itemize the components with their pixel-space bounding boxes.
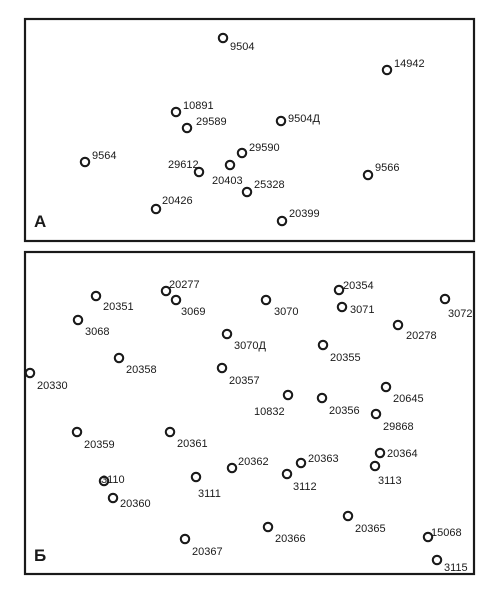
well-10891 (172, 100, 214, 116)
well-label: 20366 (275, 533, 306, 545)
well-20356 (318, 394, 360, 417)
well-marker (192, 473, 200, 481)
well-20355 (319, 341, 361, 364)
well-marker (382, 383, 390, 391)
well-marker (81, 158, 89, 166)
well-marker (228, 464, 236, 472)
well-marker (277, 117, 285, 125)
well-20330 (26, 369, 68, 392)
well-20365 (344, 512, 386, 535)
well-label: 3115 (444, 562, 468, 574)
well-marker (223, 330, 231, 338)
well-marker (73, 428, 81, 436)
well-label: 14942 (394, 58, 425, 70)
well-20645 (382, 383, 424, 405)
well-20354 (335, 280, 374, 294)
well-3110 (100, 474, 125, 486)
well-3070Д (223, 330, 267, 352)
well-label: 20354 (343, 280, 374, 292)
well-20403 (212, 161, 243, 187)
well-20358 (115, 354, 157, 376)
well-20399 (278, 208, 320, 225)
well-label: 20357 (229, 375, 260, 387)
well-label: 20367 (192, 546, 223, 558)
well-label: 9564 (92, 150, 117, 162)
panel-b-frame (25, 252, 474, 574)
well-marker (218, 364, 226, 372)
well-label: 20277 (169, 279, 200, 291)
well-marker (372, 410, 380, 418)
well-marker (166, 428, 174, 436)
well-marker (243, 188, 251, 196)
well-marker (278, 217, 286, 225)
well-label: 20403 (212, 175, 243, 187)
well-marker (115, 354, 123, 362)
well-marker (238, 149, 246, 157)
well-label: 20359 (84, 439, 115, 451)
well-29589 (183, 116, 227, 132)
panel-a-label: А (34, 212, 47, 231)
well-label: 10832 (254, 406, 285, 418)
well-label: 9504Д (288, 113, 320, 125)
well-label: 3112 (293, 481, 317, 493)
well-15068 (424, 527, 462, 541)
well-29868 (372, 410, 414, 433)
well-label: 20330 (37, 380, 68, 392)
well-marker (383, 66, 391, 74)
well-label: 15068 (431, 527, 462, 539)
well-3070 (262, 296, 299, 318)
well-3111 (192, 473, 221, 500)
well-label: 3068 (85, 326, 110, 338)
well-label: 20351 (103, 301, 134, 313)
well-20359 (73, 428, 115, 451)
well-marker (318, 394, 326, 402)
well-20277 (162, 279, 200, 295)
well-20362 (228, 456, 269, 472)
well-9566 (364, 162, 400, 179)
well-label: 20365 (355, 523, 386, 535)
well-label: 20645 (393, 393, 424, 405)
well-20364 (376, 448, 418, 460)
well-label: 3111 (198, 488, 221, 500)
well-20426 (152, 195, 193, 213)
well-label: 20363 (308, 453, 339, 465)
well-label: 29590 (249, 142, 280, 154)
well-marker (338, 303, 346, 311)
well-marker (183, 124, 191, 132)
well-label: 9504 (230, 41, 255, 53)
well-label: 20356 (329, 405, 360, 417)
well-3068 (74, 316, 110, 338)
well-marker (344, 512, 352, 520)
well-3115 (433, 556, 468, 574)
well-3071 (338, 303, 375, 316)
well-marker (297, 459, 305, 467)
well-marker (226, 161, 234, 169)
well-marker (264, 523, 272, 531)
well-marker (319, 341, 327, 349)
well-marker (433, 556, 441, 564)
well-label: 10891 (183, 100, 214, 112)
well-20366 (264, 523, 306, 545)
well-marker (364, 171, 372, 179)
panel-b (25, 252, 474, 574)
well-label: 20362 (238, 456, 269, 468)
well-20357 (218, 364, 260, 387)
well-20361 (166, 428, 208, 450)
panel-b-wells (26, 279, 473, 574)
well-3069 (172, 296, 206, 318)
well-marker (172, 108, 180, 116)
well-3113 (371, 462, 402, 487)
well-label: 20361 (177, 438, 208, 450)
well-label: 3069 (181, 306, 206, 318)
panel-b-label: Б (34, 546, 47, 565)
well-label: 20355 (330, 352, 361, 364)
well-25328 (243, 179, 285, 196)
well-label: 9566 (375, 162, 400, 174)
well-marker (219, 34, 227, 42)
well-marker (371, 462, 379, 470)
well-3112 (283, 470, 317, 493)
well-marker (152, 205, 160, 213)
well-marker (181, 535, 189, 543)
well-9504Д (277, 113, 321, 125)
well-label: 3110 (101, 474, 125, 486)
well-label: 3070 (274, 306, 299, 318)
well-20278 (394, 321, 437, 342)
well-marker (284, 391, 292, 399)
well-20367 (181, 535, 223, 558)
well-marker (109, 494, 117, 502)
well-20360 (109, 494, 151, 510)
well-20351 (92, 292, 134, 313)
well-marker (74, 316, 82, 324)
well-label: 20364 (387, 448, 418, 460)
well-29612 (168, 159, 203, 176)
well-label: 20399 (289, 208, 320, 220)
well-3072 (441, 295, 473, 320)
well-9564 (81, 150, 117, 166)
well-label: 20278 (406, 330, 437, 342)
panel-a (25, 19, 474, 241)
well-marker (441, 295, 449, 303)
well-marker (394, 321, 402, 329)
well-marker (335, 286, 343, 294)
well-label: 3070Д (234, 340, 266, 352)
well-marker (92, 292, 100, 300)
well-9504 (219, 34, 255, 53)
well-label: 20426 (162, 195, 193, 207)
well-label: 25328 (254, 179, 285, 191)
well-label: 20360 (120, 498, 151, 510)
well-label: 3071 (350, 304, 375, 316)
well-marker (26, 369, 34, 377)
well-label: 3113 (378, 475, 402, 487)
well-label: 20358 (126, 364, 157, 376)
well-marker (283, 470, 291, 478)
panel-a-wells (81, 34, 425, 225)
well-marker (172, 296, 180, 304)
well-marker (376, 449, 384, 457)
well-marker (262, 296, 270, 304)
well-10832 (254, 391, 292, 418)
well-29590 (238, 142, 280, 157)
well-20363 (297, 453, 339, 467)
well-label: 29589 (196, 116, 227, 128)
well-label: 3072 (448, 308, 473, 320)
well-label: 29868 (383, 421, 414, 433)
well-label: 29612 (168, 159, 199, 171)
well-14942 (383, 58, 425, 74)
